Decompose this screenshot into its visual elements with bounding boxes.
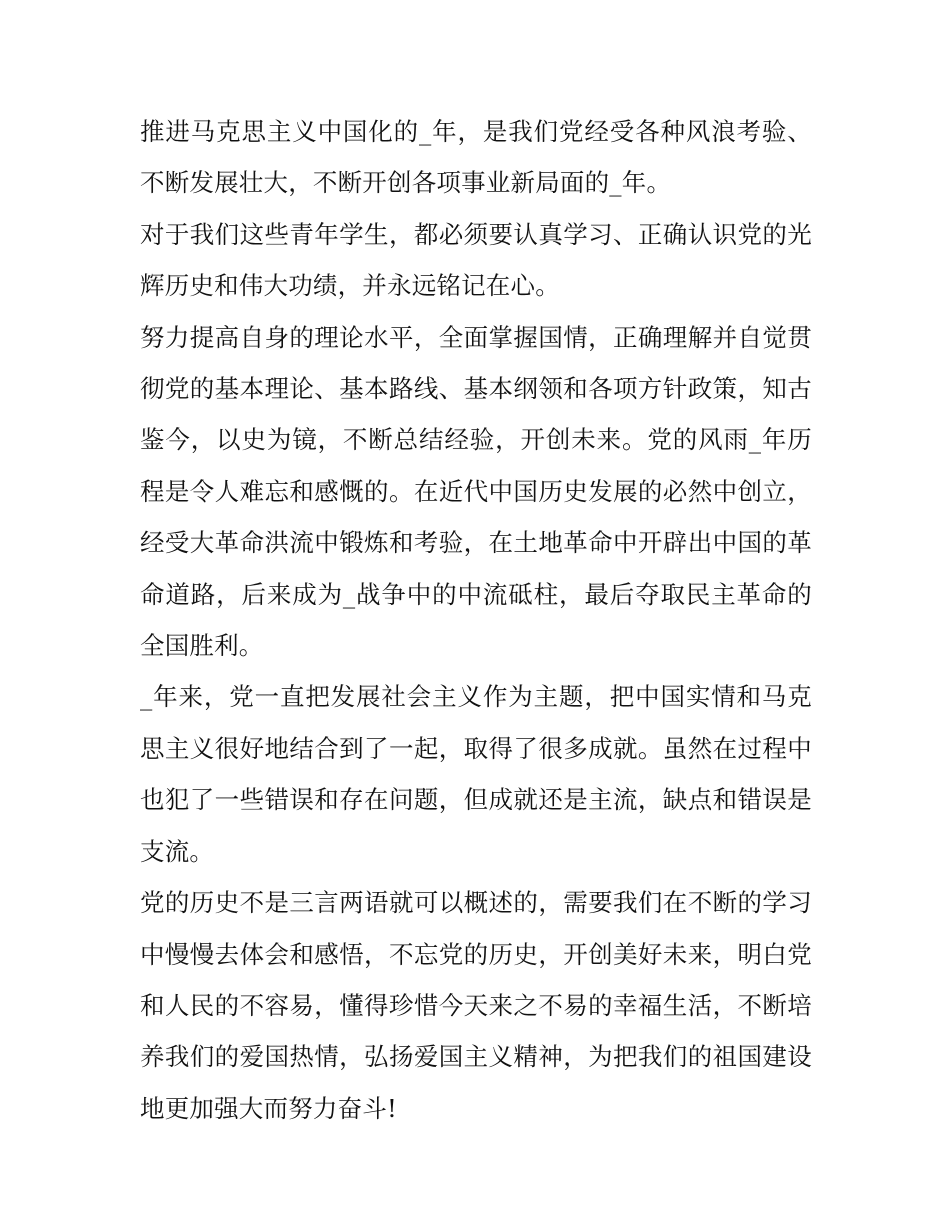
paragraph-3: 努力提高自身的理论水平，全面掌握国情，正确理解并自觉贯彻党的基本理论、基本路线、基本纲领和各项方针政策，知古鉴今，以史为镜，不断总结经验，开创未来。党的风雨_年历程是令人难忘和感慨的。在近代中国历史发展的必然中创立，经受大革命洪流中锻炼和考验，在土地革命中开辟出中国的革命道路，后来成为_战争中的中流砥柱，最后夺取民主革命的全国胜利。 bbox=[140, 322, 812, 661]
paragraph-4: _年来，党一直把发展社会主义作为主题，把中国实情和马克思主义很好地结合到了一起，取得了很多成就。虽然在过程中也犯了一些错误和存在问题，但成就还是主流，缺点和错误是支流。 bbox=[140, 682, 812, 866]
paragraph-5: 党的历史不是三言两语就可以概述的，需要我们在不断的学习中慢慢去体会和感悟，不忘党的历史，开创美好未来，明白党和人民的不容易，懂得珍惜今天来之不易的幸福生活，不断培养我们的爱国热情，弘扬爱国主义精神，为把我们的祖国建设地更加强大而努力奋斗! bbox=[140, 888, 812, 1123]
paragraph-1: 推进马克思主义中国化的_年，是我们党经受各种风浪考验、不断发展壮大，不断开创各项事业新局面的_年。 bbox=[140, 117, 812, 198]
document-body bbox=[140, 106, 812, 1134]
paragraph-2: 对于我们这些青年学生，都必须要认真学习、正确认识党的光辉历史和伟大功绩，并永远铭记在心。 bbox=[140, 219, 812, 301]
